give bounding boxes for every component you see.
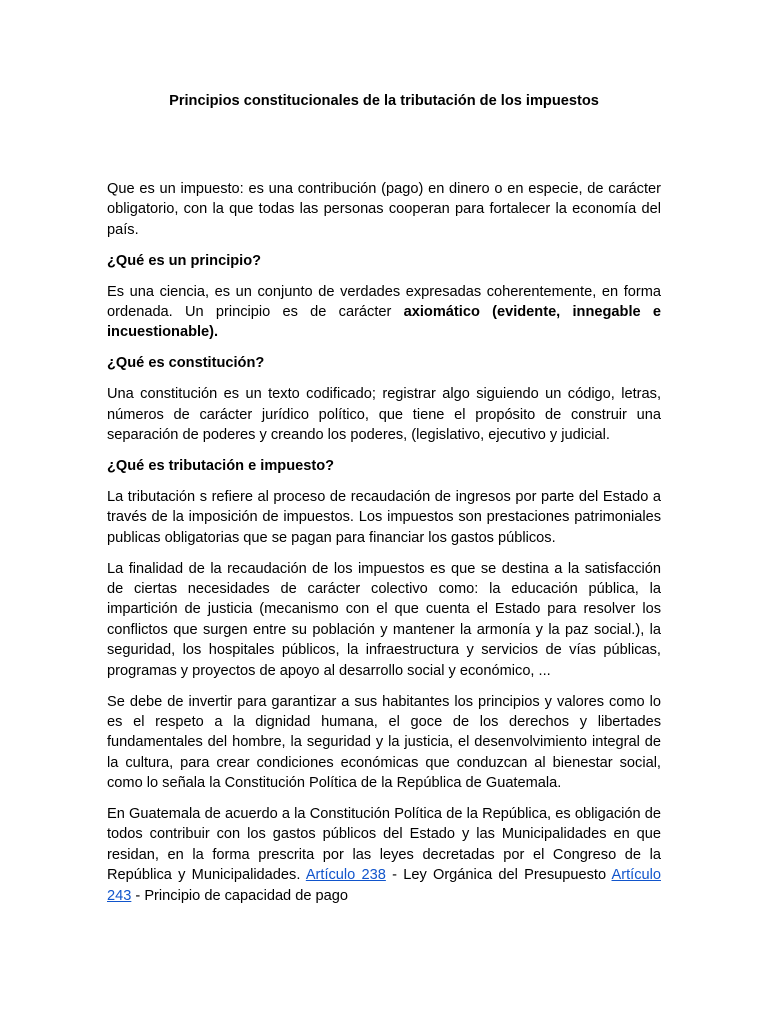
paragraph-principio-text: Es una ciencia, es un conjunto de verdades expresadas coherentemente, en forma ordenada. Un principio es de carácter	[107, 283, 661, 321]
paragraph-guatemala-mid: - Ley Orgánica del Presupuesto	[385, 867, 612, 884]
paragraph-guatemala-end: - Principio de capacidad de pago	[131, 887, 348, 904]
paragraph-invertir: Se debe de invertir para garantizar a sus habitantes los principios y valores como lo es el respeto a la dignidad humana, el goce de los derechos y libertades fundamentales del hombre, la seguridad y la justicia, el desenvolvimiento integral de la cultura, para crear condiciones económicas que conduzcan al bienestar social, como lo señala la Constitución Política de la República de Guatemala.	[107, 693, 661, 792]
document-title: Principios constitucionales de la tributación de los impuestos	[169, 93, 599, 109]
paragraph-principio-definition	[107, 282, 661, 343]
heading-principio: ¿Qué es un principio?	[107, 252, 262, 269]
heading-constitucion: ¿Qué es constitución?	[107, 355, 265, 372]
link-articulo-243[interactable]: Artículo 243	[107, 867, 661, 904]
paragraph-constitucion-definition: Una constitución es un texto codificado; registrar algo siguiendo un código, letras, números de carácter jurídico político, que tiene el propósito de construir una separación de poderes y creando los poderes, (legislativo, ejecutivo y judicial.	[107, 386, 661, 444]
paragraph-guatemala-text: En Guatemala de acuerdo a la Constitución Política de la República, es obligación de todos contribuir con los gastos públicos del Estado y las Municipalidades en que residan, en la forma prescrita por las leyes decretadas por el Congreso de la República y Municipalidades.	[107, 806, 661, 884]
heading-tributacion: ¿Qué es tributación e impuesto?	[107, 457, 335, 474]
document-body	[107, 179, 661, 917]
paragraph-impuesto-definition: Que es un impuesto: es una contribución (pago) en dinero o en especie, de carácter obligatorio, con la que todas las personas cooperan para fortalecer la economía del país.	[107, 181, 661, 238]
paragraph-guatemala	[107, 804, 661, 906]
paragraph-principio-bold: axiomático (evidente, innegable e incuestionable).	[107, 304, 661, 341]
paragraph-tributacion-definition: La tributación s refiere al proceso de recaudación de ingresos por parte del Estado a través de la imposición de impuestos. Los impuestos son prestaciones patrimoniales publicas obligatorias que se pagan para financiar los gastos públicos.	[107, 488, 661, 546]
paragraph-finalidad: La finalidad de la recaudación de los impuestos es que se destina a la satisfacción de ciertas necesidades de carácter colectivo como: la educación pública, la impartición de justicia (mecanismo con el que cuenta el Estado para resolver los conflictos que surgen entre su población y mantener la armonía y la paz social.), la seguridad, los hospitales públicos, la infraestructura y servicios de vías públicas, programas y proyectos de apoyo al desarrollo social y económico, ...	[107, 560, 661, 679]
link-articulo-238[interactable]: Artículo 238	[305, 867, 386, 884]
